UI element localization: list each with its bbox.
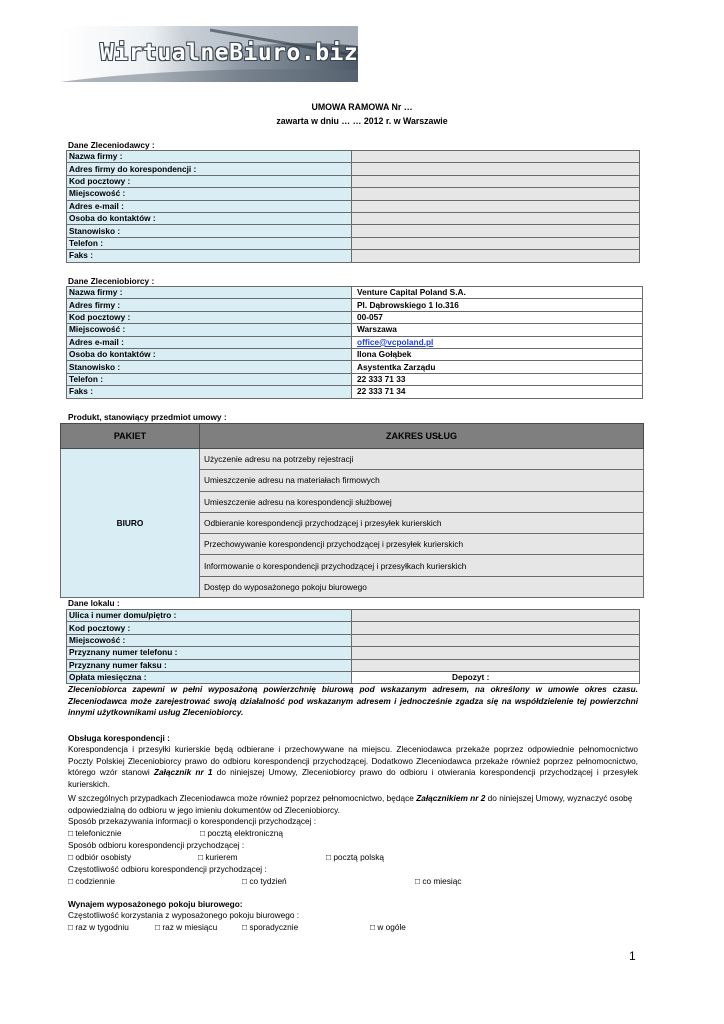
table-row: [67, 237, 640, 249]
field-label: Adres firmy do korespondencji :: [67, 163, 352, 175]
field-value[interactable]: [352, 175, 640, 187]
client-data-table: [66, 150, 640, 263]
table-row: [67, 151, 640, 163]
table-row: [67, 659, 640, 671]
table-row: [67, 311, 643, 323]
table-row: [67, 299, 643, 311]
checkbox-once-a-month[interactable]: □ raz w miesiącu: [155, 922, 218, 932]
field-value[interactable]: [352, 622, 640, 634]
provider-data-table: [66, 286, 643, 399]
checkbox-daily[interactable]: □ codziennie: [68, 876, 115, 886]
table-row: [67, 324, 643, 336]
table-row: [67, 250, 640, 262]
checkbox-personal-pickup[interactable]: □ odbiór osobisty: [68, 852, 132, 862]
field-value: Ilona Gołąbek: [352, 348, 643, 360]
p2-text-a: W szczególnych przypadkach Zleceniodawca może również poprzez pełnomocnictwo, będące: [68, 793, 417, 803]
office-frequency-label: Częstotliwość korzystania z wyposażonego pokoju biurowego :: [68, 910, 300, 920]
deposit-label: Depozyt :: [452, 672, 490, 683]
scope-column-header: ZAKRES USŁUG: [200, 424, 644, 449]
field-label: Nazwa firmy :: [67, 287, 352, 299]
field-label: Miejscowość :: [67, 188, 352, 200]
info-method-label: Sposób przekazywania informacji o korespondencji przychodzącej :: [68, 816, 317, 826]
annex-1-ref: Załącznik nr 1: [153, 767, 213, 778]
service-item: Umieszczenie adresu na materiałach firmowych: [200, 470, 644, 491]
table-row: [67, 386, 643, 398]
field-value: Asystentka Zarządu: [352, 361, 643, 373]
field-label: Kod pocztowy :: [67, 175, 352, 187]
field-label: Ulica i numer domu/piętro :: [67, 610, 352, 622]
checkbox-once-a-week[interactable]: □ raz w tygodniu: [68, 922, 129, 932]
provider-section-label: Dane Zleceniobiorcy :: [68, 276, 155, 286]
field-value[interactable]: [352, 250, 640, 262]
contract-subtitle: zawarta w dniu … … 2012 r. w Warszawie: [276, 116, 448, 126]
service-item: Informowanie o korespondencji przychodzącej i przesyłkach kurierskich: [200, 555, 644, 576]
field-label: Miejscowość :: [67, 324, 352, 336]
field-value[interactable]: [352, 634, 640, 646]
field-label: Telefon :: [67, 237, 352, 249]
table-row: [67, 212, 640, 224]
field-label: Faks :: [67, 386, 352, 398]
field-value[interactable]: [352, 212, 640, 224]
service-item: Użyczenie adresu na potrzeby rejestracji: [200, 449, 644, 470]
table-row: [67, 225, 640, 237]
table-row: [67, 336, 643, 348]
package-name: BIURO: [61, 449, 200, 598]
table-row: [67, 361, 643, 373]
field-value[interactable]: [352, 200, 640, 212]
pickup-method-label: Sposób odbioru korespondencji przychodzącej :: [68, 840, 245, 850]
table-row: [67, 647, 640, 659]
field-value: 22 333 71 34: [352, 386, 643, 398]
field-value: [352, 336, 643, 348]
field-label: Kod pocztowy :: [67, 622, 352, 634]
p1-text-a: Korespondencja i przesyłki kurierskie będą odbierane i przechowywane na miejscu. Zleceniodawca przekaże poprzez odpowiednie pełnomocnictwo Poczty Polskiej Zleceniobiorcy prawo do odbioru korespondencji przychodzącej. Dodatkowo Zleceniodawca przekaże również poprzez pełnomocnictwo, którego wzór stanowi: [68, 744, 638, 778]
correspondence-paragraph-2: [68, 793, 638, 816]
p1-text-b: do niniejszej Umowy, Zleceniobiorcy prawo do odbioru i otwierania korespondencji przychodzącej i przesyłek kurierskich.: [68, 767, 638, 790]
service-item: Odbieranie korespondencji przychodzącej i przesyłek kurierskich: [200, 512, 644, 533]
field-label: Kod pocztowy :: [67, 311, 352, 323]
table-row: [67, 200, 640, 212]
field-value: Warszawa: [352, 324, 643, 336]
table-row: [61, 449, 644, 470]
table-row: [67, 373, 643, 385]
annex-2-ref: Załącznikiem nr 2: [416, 793, 486, 803]
checkbox-telephone[interactable]: □ telefonicznie: [68, 828, 122, 838]
premises-data-table: [66, 609, 640, 684]
checkbox-occasionally[interactable]: □ sporadycznie: [242, 922, 299, 932]
field-label: Miejscowość :: [67, 634, 352, 646]
package-column-header: PAKIET: [61, 424, 200, 449]
logo-text: WirtualneBiuro.biz: [100, 40, 358, 66]
field-value[interactable]: [352, 188, 640, 200]
table-row: [67, 348, 643, 360]
service-item: Umieszczenie adresu na korespondencji służbowej: [200, 491, 644, 512]
contract-title: UMOWA RAMOWA Nr …: [311, 102, 413, 112]
field-label: Osoba do kontaktów :: [67, 348, 352, 360]
checkbox-courier[interactable]: □ kurierem: [198, 852, 238, 862]
field-label: Faks :: [67, 250, 352, 262]
fee-label: Opłata miesięczna :: [67, 671, 352, 683]
client-section-label: Dane Zleceniodawcy :: [68, 140, 155, 150]
checkbox-weekly[interactable]: □ co tydzień: [242, 876, 287, 886]
field-label: Osoba do kontaktów :: [67, 212, 352, 224]
product-section-label: Produkt, stanowiący przedmiot umowy :: [68, 412, 227, 422]
table-row: [67, 610, 640, 622]
field-value[interactable]: [352, 659, 640, 671]
correspondence-paragraph-1: [68, 744, 638, 791]
field-label: Adres e-mail :: [67, 200, 352, 212]
pickup-frequency-label: Częstotliwość odbioru korespondencji przychodzącej :: [68, 864, 267, 874]
table-row: [67, 634, 640, 646]
premises-note: Zleceniobiorca zapewni w pełni wyposażoną powierzchnię biurową pod wskazanym adresem, na określony w umowie okres czasu. Zleceniodawca może zarejestrować swoją działalność pod wskazanym adresem i jednocześnie zgadza się na współdzielenie tej powierzchni innymi użytkownikami usług Zleceniobiorcy.: [68, 684, 638, 718]
table-row: [67, 188, 640, 200]
field-value[interactable]: [352, 151, 640, 163]
correspondence-heading: Obsługa korespondencji :: [68, 733, 170, 743]
field-value: 00-057: [352, 311, 643, 323]
table-row: [67, 622, 640, 634]
company-logo: [60, 26, 358, 82]
field-label: Adres firmy :: [67, 299, 352, 311]
field-value[interactable]: [352, 163, 640, 175]
checkbox-polish-post[interactable]: □ pocztą polską: [326, 852, 385, 862]
table-row: [67, 287, 643, 299]
checkbox-monthly[interactable]: □ co miesiąc: [415, 876, 462, 886]
field-value: 22 333 71 33: [352, 373, 643, 385]
field-value[interactable]: [352, 647, 640, 659]
premises-section-label: Dane lokalu :: [68, 598, 120, 608]
product-table: [60, 423, 644, 598]
checkbox-email[interactable]: □ pocztą elektroniczną: [200, 828, 283, 838]
field-label: Telefon :: [67, 373, 352, 385]
table-row: [67, 175, 640, 187]
field-label: Stanowisko :: [67, 225, 352, 237]
field-label: Przyznany numer telefonu :: [67, 647, 352, 659]
office-room-heading: Wynajem wyposażonego pokoju biurowego:: [68, 899, 243, 909]
field-label: Stanowisko :: [67, 361, 352, 373]
field-value: Pl. Dąbrowskiego 1 lo.316: [352, 299, 643, 311]
field-value[interactable]: [352, 225, 640, 237]
field-value: Venture Capital Poland S.A.: [352, 287, 643, 299]
p2-text-b: do niniejszej Umowy, wyznaczyć osobę odpowiedzialną do odbioru w jego imieniu dokumentów od Zleceniobiorcy.: [68, 793, 633, 815]
service-item: Dostęp do wyposażonego pokoju biurowego: [200, 576, 644, 597]
table-row: [67, 163, 640, 175]
page-number: 1: [629, 949, 636, 963]
email-link[interactable]: office@vcpoland.pl: [357, 336, 434, 347]
field-value[interactable]: [352, 610, 640, 622]
field-label: Nazwa firmy :: [67, 151, 352, 163]
field-label: Przyznany numer faksu :: [67, 659, 352, 671]
checkbox-never[interactable]: □ w ogóle: [370, 922, 406, 932]
service-item: Przechowywanie korespondencji przychodzącej i przesyłek kurierskich: [200, 534, 644, 555]
fee-value[interactable]: [352, 671, 640, 683]
field-value[interactable]: [352, 237, 640, 249]
fee-row: [67, 671, 640, 683]
field-label: Adres e-mail :: [67, 336, 352, 348]
